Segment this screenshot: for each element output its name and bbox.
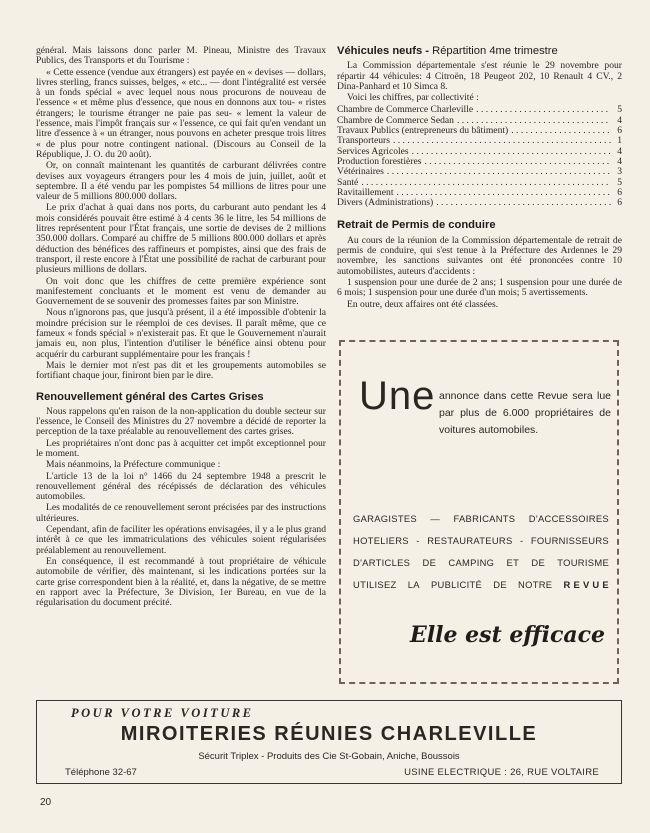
ad-word: UTILISEZ [353,579,397,590]
banner-tagline: POUR VOTRE VOITURE [71,706,254,720]
allocation-value: 6 [617,197,622,209]
paragraph: Nous n'ignorons pas, que jusqu'à présent, il a été impossible d'obtenir la moindre précision sur le réemploi de ces devises. Il paraît même, que ce fameux « fonds spécial » n'existerait pas. Et que le Gouvernement n'aurait jamais eu, non plus, l'intention d'utiliser le bénéfice ainsi obtenu pour acquérir du carburant supplémentaire pour les français ! [36,307,326,360]
section-title-vehicules-neufs [337,46,622,56]
ad-word: HOTELIERS [353,535,409,546]
ad-word: NOTRE [518,579,553,590]
paragraph: général. Mais laissons donc parler M. Pineau, Ministre des Travaux Publics, des Transports et du Tourisme : [36,45,326,67]
ad-word: — [430,513,441,524]
banner-address: USINE ELECTRIQUE : 26, RUE VOLTAIRE [404,767,599,778]
allocation-value: 6 [617,125,622,137]
allocation-label: Travaux Publics (entrepreneurs du bâtiment) [337,125,509,137]
paragraph: « Cette essence (vendue aux étrangers) est payée en « devises — dollars, livres sterling, francs suisses, belges, « etc... — dont l'intégralité est versée à un fonds spécial « avec lequel nous nous procurons de nouveau de l'essence « et même plus d'essence, que nous en donnons aux tou- « ristes étrangers; le tourisme étranger ne paie pas seu- « lement la valeur de l'essence, mais l'impôt français sur « l'essence, ce qui fait qu'en vendant un litre d'essence à « un étranger, nous pouvons en acheter presque trois litres « de plus pour notre contingent national. (Discours au Conseil de la République, J. O. du 20 août). [36,66,326,160]
ad-word: RESTAURATEURS [427,535,513,546]
section-title-retrait-permis: Retrait de Permis de conduire [337,219,496,232]
allocation-label: Chambre de Commerce Charleville [337,104,474,116]
ad-word: R E V U E [563,579,609,590]
paragraph: Voici les chiffres, par collectivité : [347,92,479,104]
paragraph: 1 suspension pour une durée de 2 ans; 1 suspension pour une durée de 6 mois; 1 suspension pour une durée d'un mois; 5 avertissements. [337,276,622,299]
ad-word: FOURNISSEURS [530,535,609,546]
ad-word: PUBLICITÉ [430,579,483,590]
list-item [337,198,622,208]
allocation-label: Santé [337,176,359,188]
paragraph: Cependant, afin de faciliter les opérations envisagées, il y a le plus grand intérêt à ce que les immatriculations des véhicules soient régularisées préalablement au renouvellement. [36,524,326,556]
sponsor-banner [36,700,622,784]
ad-slogan: Elle est efficace [410,622,605,648]
section-title-cartes-grises: Renouvellement général des Cartes Grises [36,390,264,403]
paragraph: Nous rappelons qu'en raison de la non-application du double secteur sur l'essence, le Conseil des Ministres du 27 novembre a décidé de reporter la perception de la taxe préalable au renouvellement des cartes grises. [36,405,326,438]
left-column [36,46,326,609]
ad-line [353,530,609,552]
paragraph: Le prix d'achat à quai dans nos ports, du carburant auto pendant les 4 mois considérés pouvait être estimé à 4 cents 36 le litre, les 54 millions de litres représentent pour l'État français, une sortie de devises de 2 millions 350.000 dollars. Comparé au chiffre de 5 millions 800.000 dollars et après déduction des bénéfices des raffineurs et pompistes, ainsi que des frais de transport, il reste encore à l'État une possibilité de rachat de carburant pour plusieurs millions de dollars. [36,202,326,276]
allocation-value: 1 [617,135,622,147]
allocation-value: 5 [617,176,622,188]
right-column [337,46,622,311]
banner-telephone: Téléphone 32-67 [65,767,137,778]
ad-headline: Une [359,374,436,418]
ad-word: DE [493,579,507,590]
allocation-value: 6 [617,186,622,198]
paragraph: Au cours de la réunion de la Commission départementale de retrait de permis de conduire, qui s'est tenue à la Préfecture des Ardennes le 29 novembre, les sanctions suivantes ont été prononcées contre 10 automobilistes, auteurs d'accidents : [337,234,622,277]
allocation-value: 4 [617,155,622,167]
section-title-main: Véhicules neufs - [337,45,430,57]
paragraph: Mais néanmoins, la Préfecture communique : [46,459,221,471]
allocation-label: Vétérinaires [337,166,384,178]
paragraph: La Commission départementale s'est réunie le 29 novembre pour répartir 44 véhicules: 4 Citroën, 18 Peugeot 202, 10 Renault 4 CV., 2 Dina-Panhard et 10 Simca 8. [337,60,622,92]
allocation-value: 4 [617,114,622,126]
banner-subtitle: Sécurit Triplex - Produits des Cie St-Gobain, Aniche, Boussois [198,751,460,762]
allocation-label: Production forestières [337,155,422,167]
section-title-sub: Répartition 4me trimestre [432,45,558,57]
ad-word: GARAGISTES [353,513,417,524]
allocation-label: Services Agricoles [337,145,409,157]
allocation-value: 3 [617,166,622,178]
ad-word: D'ACCESSOIRES [528,513,609,524]
ad-word: FABRICANTS [453,513,516,524]
paragraph: Or, on connaît maintenant les quantités de carburant délivrées contre devises aux voyageurs étrangers pour les 4 mois de juin, juillet, août et septembre. Il a été vendu par les pompistes 54 millions de litres pour une valeur de 5 millions 800.000 dollars. [36,160,326,203]
allocation-value: 4 [617,145,622,157]
banner-title: MIROITERIES RÉUNIES CHARLEVILLE [120,723,538,745]
paragraph: Mais le dernier mot n'est pas dit et les groupements automobiles se fortifiant chaque jour, finiront bien par le dire. [36,359,326,382]
ad-word: DE [422,557,437,568]
paragraph: Les modalités de ce renouvellement seront précisées par des instructions ultérieures. [36,502,326,524]
page-number: 20 [40,797,52,808]
ad-word: ET [506,557,520,568]
ad-word: - [519,535,524,546]
allocation-label: Divers (Administrations) [337,197,434,209]
ad-line [353,574,609,596]
ad-text: annonce dans cette Revue sera lue par plus de 6.000 propriétaires de voitures automobiles. [439,390,611,436]
allocation-label: Ravitaillement [337,186,394,198]
ad-audience-list [353,508,609,596]
ad-word: - [416,535,420,546]
allocation-list [337,105,622,208]
allocation-label: Transporteurs [337,135,390,147]
ad-line [353,508,609,530]
allocation-value: 5 [617,104,622,116]
ad-word: TOURISME [557,557,609,568]
allocation-label: Chambre de Commerce Sedan [337,114,454,126]
list-item [337,167,622,177]
ad-word: CAMPING [448,557,495,568]
ad-word: LA [407,579,420,590]
paragraph: On voit donc que les chiffres de cette première expérience sont manifestement concluants et le moment est venu de demander au Gouvernement de se souvenir des promesses faites par son Ministre. [36,275,326,308]
ad-word: D'ARTICLES [353,557,411,568]
advertisement-box [339,340,619,684]
paragraph: En conséquence, il est recommandé à tout propriétaire de véhicule automobile de vérifier, dès maintenant, si les indications portées sur la carte grise correspondent bien à la réalité, et, dans la négative, de se mettre en rapport avec la Préfecture, 3e Division, 1er Bureau, en vue de la régularisation du document précité. [36,555,326,609]
paragraph: En outre, deux affaires ont été classées. [347,298,499,310]
paragraph: Les propriétaires n'ont donc pas à acquitter cet impôt exceptionnel pour le moment. [36,437,326,459]
ad-word: DE [531,557,546,568]
ad-line [353,552,609,574]
paragraph: L'article 13 de la loi n° 1466 du 24 septembre 1948 a prescrit le renouvellement général des récépissés de déclaration des véhicules automobiles. [36,470,326,503]
